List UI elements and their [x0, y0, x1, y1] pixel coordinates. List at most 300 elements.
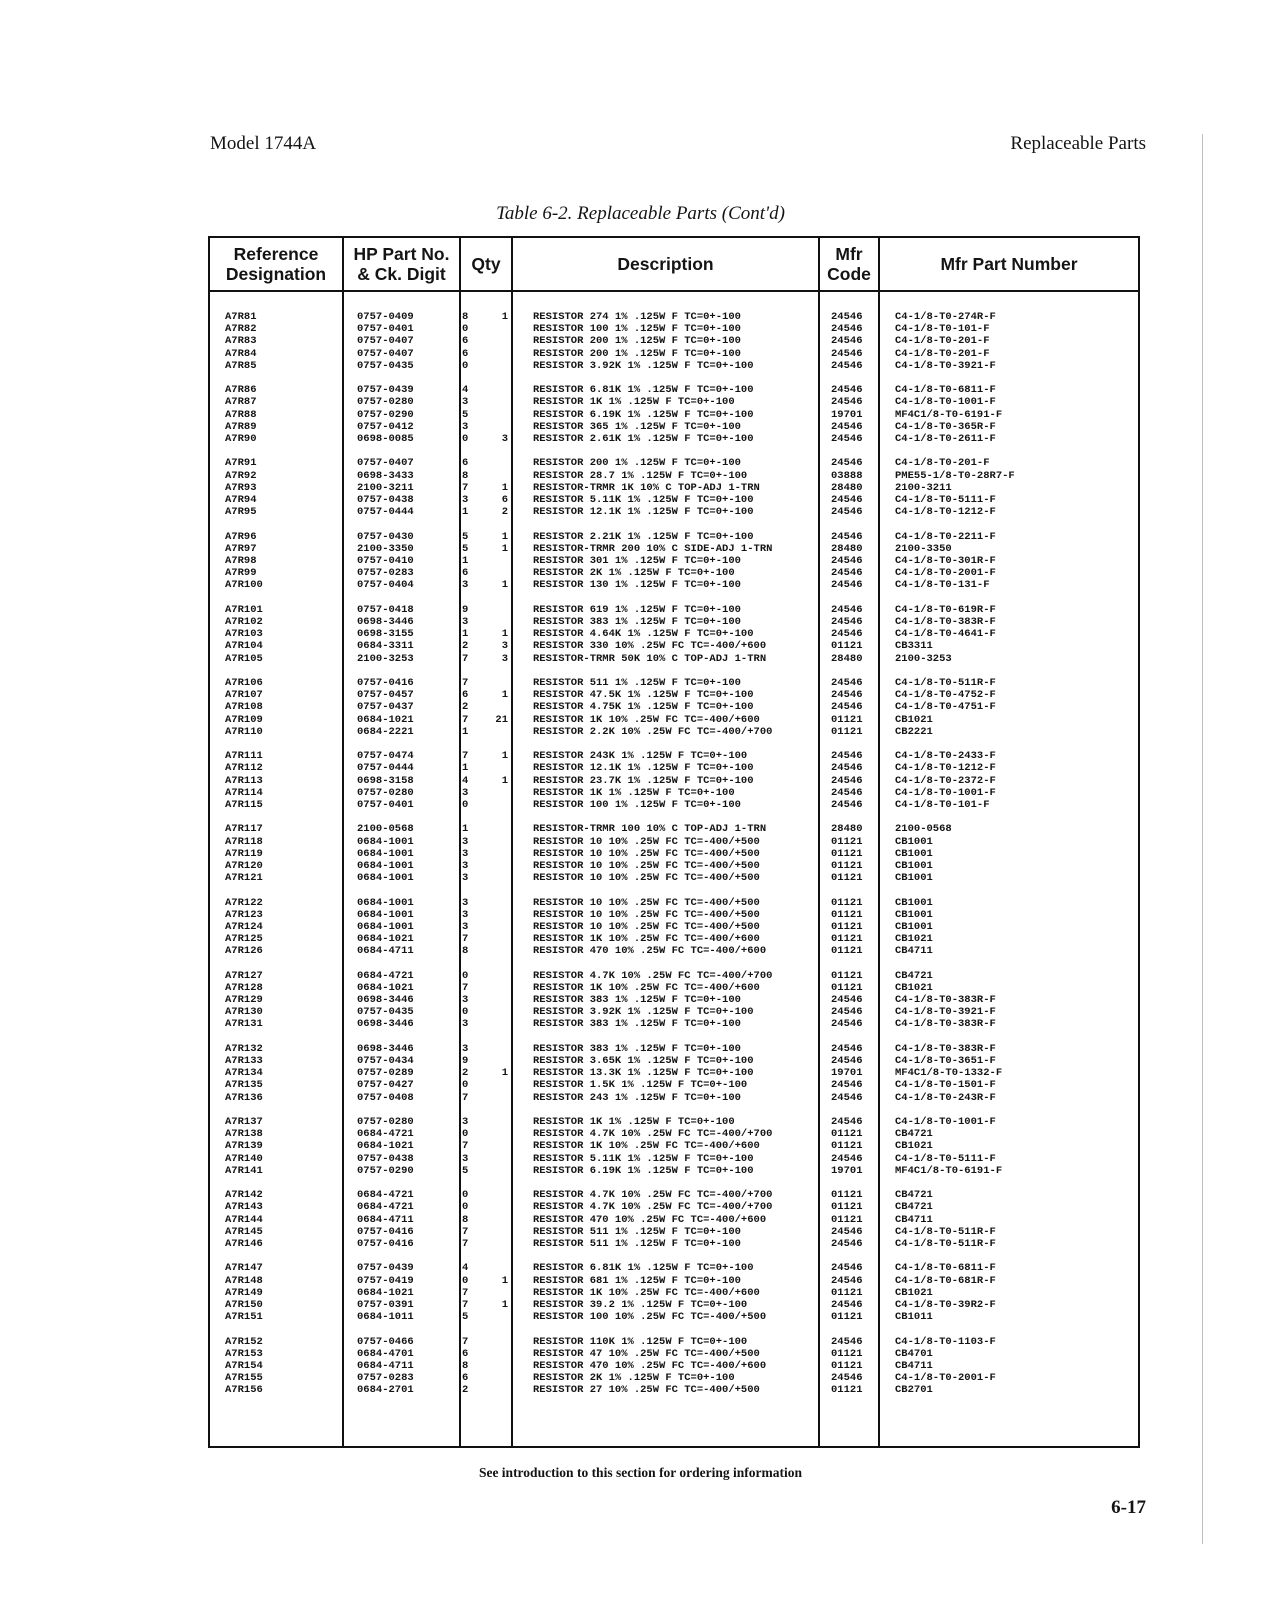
- check-digit: 3: [462, 493, 469, 506]
- table-row: [210, 897, 1138, 909]
- mfr-part-number: C4-1/8-T0-6811-F: [895, 384, 996, 397]
- check-digit: 7: [462, 933, 469, 946]
- hp-part-number: 0684-1001: [357, 872, 414, 885]
- description: RESISTOR 1.5K 1% .125W F TC=0+-100: [533, 1079, 748, 1092]
- hp-part-number: 0684-4711: [357, 1213, 414, 1226]
- mfr-code: 24546: [831, 554, 863, 567]
- description: RESISTOR 1K 10% .25W FC TC=-400/+600: [533, 981, 760, 994]
- mfr-code: 24546: [831, 1018, 863, 1031]
- table-row: [210, 994, 1138, 1006]
- mfr-code: 24546: [831, 420, 863, 433]
- check-digit: 3: [462, 396, 469, 409]
- mfr-part-number: C4-1/8-T0-383R-F: [895, 1042, 996, 1055]
- row-group: [210, 457, 1138, 530]
- description: RESISTOR 330 10% .25W FC TC=-400/+600: [533, 640, 767, 653]
- check-digit: 3: [462, 859, 469, 872]
- check-digit: 2: [462, 1384, 469, 1397]
- mfr-code: 01121: [831, 945, 863, 958]
- hp-part-number: 0684-1021: [357, 713, 414, 726]
- ref-designation: A7R105: [225, 652, 263, 665]
- ref-designation: A7R81: [225, 311, 257, 323]
- description: RESISTOR 110K 1% .125W F TC=0+-100: [533, 1335, 748, 1348]
- check-digit: 8: [462, 469, 469, 482]
- ref-designation: A7R108: [225, 701, 263, 714]
- table-row: [210, 689, 1138, 701]
- ref-designation: A7R97: [225, 542, 257, 555]
- table-row: [210, 567, 1138, 579]
- quantity: 1: [501, 628, 508, 641]
- table-row: [210, 787, 1138, 799]
- table-row: [210, 433, 1138, 445]
- hp-part-number: 0684-1001: [357, 908, 414, 921]
- ref-designation: A7R118: [225, 835, 263, 848]
- hp-part-number: 0757-0427: [357, 1079, 414, 1092]
- description: RESISTOR 12.1K 1% .125W F TC=0+-100: [533, 762, 754, 775]
- mfr-code: 01121: [831, 1347, 863, 1360]
- description: RESISTOR 4.64K 1% .125W F TC=0+-100: [533, 628, 754, 641]
- description: RESISTOR 511 1% .125W F TC=0+-100: [533, 1225, 741, 1238]
- hp-part-number: 0757-0439: [357, 1262, 414, 1275]
- description: RESISTOR 274 1% .125W F TC=0+-100: [533, 311, 741, 323]
- check-digit: 3: [462, 896, 469, 909]
- description: RESISTOR 6.19K 1% .125W F TC=0+-100: [533, 1164, 754, 1177]
- mfr-code: 01121: [831, 908, 863, 921]
- mfr-part-number: C4-1/8-T0-619R-F: [895, 603, 996, 616]
- check-digit: 3: [462, 579, 469, 592]
- description: RESISTOR 47.5K 1% .125W F TC=0+-100: [533, 689, 754, 702]
- ref-designation: A7R124: [225, 920, 263, 933]
- row-group: [210, 311, 1138, 384]
- hp-part-number: 0757-0407: [357, 457, 414, 470]
- mfr-part-number: 2100-3211: [895, 481, 952, 494]
- description: RESISTOR 470 10% .25W FC TC=-400/+600: [533, 945, 767, 958]
- mfr-part-number: CB1001: [895, 872, 933, 885]
- check-digit: 7: [462, 1335, 469, 1348]
- mfr-part-number: C4-1/8-T0-383R-F: [895, 994, 996, 1007]
- mfr-part-number: CB1011: [895, 1311, 933, 1324]
- ref-designation: A7R115: [225, 798, 263, 811]
- ref-designation: A7R88: [225, 408, 257, 421]
- check-digit: 6: [462, 457, 469, 470]
- mfr-part-number: CB4721: [895, 1189, 933, 1202]
- hp-part-number: 0757-0289: [357, 1067, 414, 1080]
- ref-designation: A7R90: [225, 432, 257, 445]
- description: RESISTOR 27 10% .25W FC TC=-400/+500: [533, 1384, 760, 1397]
- check-digit: 5: [462, 1311, 469, 1324]
- table-row: [210, 360, 1138, 372]
- page-number: 6-17: [1111, 1497, 1146, 1518]
- description: RESISTOR 383 1% .125W F TC=0+-100: [533, 994, 741, 1007]
- mfr-code: 24546: [831, 530, 863, 543]
- mfr-part-number: CB4721: [895, 1128, 933, 1141]
- hp-part-number: 0757-0283: [357, 567, 414, 580]
- table-row: [210, 775, 1138, 787]
- mfr-part-number: C4-1/8-T0-101-F: [895, 798, 990, 811]
- table-row: [210, 909, 1138, 921]
- check-digit: 0: [462, 323, 469, 336]
- table-row: [210, 701, 1138, 713]
- check-digit: 3: [462, 835, 469, 848]
- table-row: [210, 640, 1138, 652]
- section-title: Replaceable Parts: [1010, 133, 1146, 154]
- ref-designation: A7R143: [225, 1201, 263, 1214]
- mfr-code: 01121: [831, 1201, 863, 1214]
- hp-part-number: 0684-1021: [357, 981, 414, 994]
- mfr-code: 24546: [831, 506, 863, 519]
- table-row: [210, 628, 1138, 640]
- hp-part-number: 0684-4721: [357, 1128, 414, 1141]
- hp-part-number: 0757-0437: [357, 701, 414, 714]
- quantity: 1: [501, 689, 508, 702]
- table-row: [210, 1067, 1138, 1079]
- table-row: [210, 1189, 1138, 1201]
- ref-designation: A7R141: [225, 1164, 263, 1177]
- table-row: [210, 653, 1138, 665]
- mfr-part-number: CB4711: [895, 1213, 933, 1226]
- description: RESISTOR 4.75K 1% .125W F TC=0+-100: [533, 701, 754, 714]
- row-group: [210, 1043, 1138, 1116]
- ref-designation: A7R104: [225, 640, 263, 653]
- mfr-code: 24546: [831, 615, 863, 628]
- mfr-part-number: CB1021: [895, 1140, 933, 1153]
- mfr-part-number: C4-1/8-T0-101-F: [895, 323, 990, 336]
- table-row: [210, 1348, 1138, 1360]
- description: RESISTOR 5.11K 1% .125W F TC=0+-100: [533, 1152, 754, 1165]
- hp-part-number: 0684-4711: [357, 945, 414, 958]
- hp-part-number: 2100-3253: [357, 652, 414, 665]
- ref-designation: A7R117: [225, 823, 263, 836]
- description: RESISTOR 200 1% .125W F TC=0+-100: [533, 335, 741, 348]
- mfr-code: 01121: [831, 859, 863, 872]
- ref-designation: A7R92: [225, 469, 257, 482]
- quantity: 1: [501, 1274, 508, 1287]
- mfr-code: 01121: [831, 1360, 863, 1372]
- table-row: [210, 384, 1138, 396]
- table-row: [210, 409, 1138, 421]
- mfr-part-number: C4-1/8-T0-1103-F: [895, 1335, 996, 1348]
- ref-designation: A7R123: [225, 908, 263, 921]
- ref-designation: A7R144: [225, 1213, 263, 1226]
- check-digit: 6: [462, 1372, 469, 1385]
- mfr-part-number: CB1001: [895, 859, 933, 872]
- description: RESISTOR 39.2 1% .125W F TC=0+-100: [533, 1299, 748, 1311]
- ref-designation: A7R112: [225, 762, 263, 775]
- hp-part-number: 0684-1001: [357, 859, 414, 872]
- mfr-part-number: C4-1/8-T0-2001-F: [895, 1372, 996, 1385]
- ref-designation: A7R133: [225, 1055, 263, 1068]
- check-digit: 1: [462, 725, 469, 738]
- quantity: 1: [501, 542, 508, 555]
- description: RESISTOR 3.92K 1% .125W F TC=0+-100: [533, 1006, 754, 1019]
- ref-designation: A7R103: [225, 628, 263, 641]
- description: RESISTOR 10 10% .25W FC TC=-400/+500: [533, 859, 760, 872]
- model-title: Model 1744A: [210, 133, 317, 154]
- ref-designation: A7R98: [225, 554, 257, 567]
- mfr-part-number: CB2701: [895, 1384, 933, 1397]
- col-header-qty: Qty: [471, 254, 501, 274]
- hp-part-number: 0757-0283: [357, 1372, 414, 1385]
- hp-part-number: 0757-0435: [357, 359, 414, 372]
- description: RESISTOR 1K 1% .125W F TC=0+-100: [533, 1116, 735, 1129]
- check-digit: 0: [462, 1189, 469, 1202]
- table-row: [210, 1226, 1138, 1238]
- hp-part-number: 0757-0419: [357, 1274, 414, 1287]
- mfr-code: 01121: [831, 640, 863, 653]
- mfr-code: 01121: [831, 920, 863, 933]
- description: RESISTOR 100 1% .125W F TC=0+-100: [533, 798, 741, 811]
- mfr-part-number: C4-1/8-T0-201-F: [895, 347, 990, 360]
- ref-designation: A7R153: [225, 1347, 263, 1360]
- table-row: [210, 1238, 1138, 1250]
- table-row: [210, 872, 1138, 884]
- ref-designation: A7R145: [225, 1225, 263, 1238]
- mfr-code: 24546: [831, 689, 863, 702]
- hp-part-number: 0684-4721: [357, 1201, 414, 1214]
- check-digit: 7: [462, 1091, 469, 1104]
- mfr-code: 24546: [831, 1006, 863, 1019]
- quantity: 1: [501, 579, 508, 592]
- check-digit: 6: [462, 1347, 469, 1360]
- table-row: [210, 1360, 1138, 1372]
- check-digit: 2: [462, 1067, 469, 1080]
- hp-part-number: 0684-1001: [357, 835, 414, 848]
- check-digit: 6: [462, 335, 469, 348]
- mfr-code: 24546: [831, 493, 863, 506]
- mfr-code: 24546: [831, 1152, 863, 1165]
- description: RESISTOR 1K 1% .125W F TC=0+-100: [533, 396, 735, 409]
- table-row: [210, 470, 1138, 482]
- check-digit: 5: [462, 1164, 469, 1177]
- hp-part-number: 0757-0280: [357, 1116, 414, 1129]
- description: RESISTOR 3.92K 1% .125W F TC=0+-100: [533, 359, 754, 372]
- mfr-code: 24546: [831, 798, 863, 811]
- mfr-part-number: C4-1/8-T0-243R-F: [895, 1091, 996, 1104]
- table-row: [210, 335, 1138, 347]
- mfr-part-number: MF4C1/8-T0-6191-F: [895, 408, 1003, 421]
- hp-part-number: 0684-2701: [357, 1384, 414, 1397]
- check-digit: 8: [462, 1213, 469, 1226]
- table-row: [210, 531, 1138, 543]
- mfr-code: 24546: [831, 1372, 863, 1385]
- check-digit: 0: [462, 1201, 469, 1214]
- mfr-part-number: CB1001: [895, 896, 933, 909]
- quantity: 1: [501, 530, 508, 543]
- mfr-part-number: CB2221: [895, 725, 933, 738]
- parts-rows: [210, 311, 1138, 1409]
- check-digit: 3: [462, 420, 469, 433]
- mfr-part-number: C4-1/8-T0-511R-F: [895, 1225, 996, 1238]
- ref-designation: A7R82: [225, 323, 257, 336]
- description: RESISTOR 6.19K 1% .125W F TC=0+-100: [533, 408, 754, 421]
- mfr-code: 24546: [831, 311, 863, 323]
- ref-designation: A7R132: [225, 1042, 263, 1055]
- row-group: [210, 531, 1138, 604]
- hp-part-number: 0698-3433: [357, 469, 414, 482]
- mfr-code: 24546: [831, 347, 863, 360]
- description: RESISTOR 2K 1% .125W F TC=0+-100: [533, 567, 735, 580]
- hp-part-number: 0684-1001: [357, 896, 414, 909]
- check-digit: 3: [462, 920, 469, 933]
- description: RESISTOR 200 1% .125W F TC=0+-100: [533, 457, 741, 470]
- mfr-code: 01121: [831, 1311, 863, 1324]
- check-digit: 0: [462, 1079, 469, 1092]
- ref-designation: A7R126: [225, 945, 263, 958]
- mfr-code: 24546: [831, 432, 863, 445]
- hp-part-number: 0757-0290: [357, 408, 414, 421]
- hp-part-number: 0757-0438: [357, 493, 414, 506]
- ref-designation: A7R154: [225, 1360, 263, 1372]
- description: RESISTOR 1K 10% .25W FC TC=-400/+600: [533, 933, 760, 946]
- hp-part-number: 2100-3211: [357, 481, 414, 494]
- hp-part-number: 0757-0401: [357, 798, 414, 811]
- description: RESISTOR 2K 1% .125W F TC=0+-100: [533, 1372, 735, 1385]
- ref-designation: A7R111: [225, 750, 263, 763]
- check-digit: 9: [462, 603, 469, 616]
- table-row: [210, 1055, 1138, 1067]
- mfr-code: 01121: [831, 835, 863, 848]
- ref-designation: A7R101: [225, 603, 263, 616]
- ref-designation: A7R85: [225, 359, 257, 372]
- table-row: [210, 1116, 1138, 1128]
- mfr-part-number: C4-1/8-T0-383R-F: [895, 615, 996, 628]
- check-digit: 6: [462, 347, 469, 360]
- check-digit: 4: [462, 384, 469, 397]
- description: RESISTOR 4.7K 10% .25W FC TC=-400/+700: [533, 1189, 773, 1202]
- mfr-code: 24546: [831, 603, 863, 616]
- hp-part-number: 0757-0416: [357, 1225, 414, 1238]
- mfr-code: 24546: [831, 1079, 863, 1092]
- hp-part-number: 0684-1021: [357, 933, 414, 946]
- ref-designation: A7R114: [225, 786, 263, 799]
- table-row: [210, 482, 1138, 494]
- col-header-hp-part: HP Part No. & Ck. Digit: [353, 244, 450, 284]
- mfr-code: 24546: [831, 676, 863, 689]
- hp-part-number: 0684-4711: [357, 1360, 414, 1372]
- table-row: [210, 555, 1138, 567]
- quantity: 6: [501, 493, 508, 506]
- header-rule: [210, 290, 1138, 292]
- col-header-description: Description: [617, 254, 714, 274]
- ref-designation: A7R109: [225, 713, 263, 726]
- hp-part-number: 0757-0434: [357, 1055, 414, 1068]
- table-row: [210, 1372, 1138, 1384]
- table-row: [210, 494, 1138, 506]
- description: RESISTOR 2.21K 1% .125W F TC=0+-100: [533, 530, 754, 543]
- mfr-part-number: C4-1/8-T0-2372-F: [895, 774, 996, 787]
- check-digit: 7: [462, 676, 469, 689]
- mfr-part-number: CB1001: [895, 847, 933, 860]
- mfr-code: 24546: [831, 579, 863, 592]
- mfr-part-number: C4-1/8-T0-6811-F: [895, 1262, 996, 1275]
- check-digit: 8: [462, 945, 469, 958]
- check-digit: 7: [462, 750, 469, 763]
- check-digit: 0: [462, 798, 469, 811]
- table-row: [210, 604, 1138, 616]
- ref-designation: A7R106: [225, 676, 263, 689]
- ref-designation: A7R94: [225, 493, 257, 506]
- mfr-code: 24546: [831, 1116, 863, 1129]
- hp-part-number: 0757-0435: [357, 1006, 414, 1019]
- check-digit: 8: [462, 311, 469, 323]
- check-digit: 7: [462, 1238, 469, 1250]
- mfr-part-number: C4-1/8-T0-301R-F: [895, 554, 996, 567]
- check-digit: 7: [462, 981, 469, 994]
- mfr-code: 24546: [831, 786, 863, 799]
- table-row: [210, 1128, 1138, 1140]
- description: RESISTOR 301 1% .125W F TC=0+-100: [533, 554, 741, 567]
- mfr-code: 24546: [831, 335, 863, 348]
- check-digit: 0: [462, 1274, 469, 1287]
- description: RESISTOR 383 1% .125W F TC=0+-100: [533, 1018, 741, 1031]
- table-row: [210, 1092, 1138, 1104]
- mfr-part-number: C4-1/8-T0-383R-F: [895, 1018, 996, 1031]
- ref-designation: A7R137: [225, 1116, 263, 1129]
- quantity: 1: [501, 774, 508, 787]
- mfr-code: 24546: [831, 774, 863, 787]
- quantity: 21: [495, 713, 508, 726]
- mfr-part-number: C4-1/8-T0-511R-F: [895, 1238, 996, 1250]
- table-row: [210, 1079, 1138, 1091]
- mfr-code: 01121: [831, 1286, 863, 1299]
- mfr-part-number: C4-1/8-T0-1212-F: [895, 762, 996, 775]
- mfr-part-number: C4-1/8-T0-1212-F: [895, 506, 996, 519]
- description: RESISTOR 4.7K 10% .25W FC TC=-400/+700: [533, 1128, 773, 1141]
- description: RESISTOR 3.65K 1% .125W F TC=0+-100: [533, 1055, 754, 1068]
- mfr-part-number: 2100-3350: [895, 542, 952, 555]
- mfr-part-number: CB1021: [895, 713, 933, 726]
- hp-part-number: 0684-4701: [357, 1347, 414, 1360]
- ref-designation: A7R135: [225, 1079, 263, 1092]
- description: RESISTOR 13.3K 1% .125W F TC=0+-100: [533, 1067, 754, 1080]
- mfr-part-number: CB1021: [895, 981, 933, 994]
- mfr-part-number: C4-1/8-T0-3921-F: [895, 359, 996, 372]
- check-digit: 5: [462, 542, 469, 555]
- mfr-part-number: C4-1/8-T0-3921-F: [895, 1006, 996, 1019]
- table-row: [210, 933, 1138, 945]
- check-digit: 5: [462, 530, 469, 543]
- mfr-code: 01121: [831, 896, 863, 909]
- mfr-part-number: C4-1/8-T0-201-F: [895, 335, 990, 348]
- description: RESISTOR 4.7K 10% .25W FC TC=-400/+700: [533, 969, 773, 982]
- table-row: [210, 836, 1138, 848]
- mfr-code: 28480: [831, 481, 863, 494]
- description: RESISTOR 511 1% .125W F TC=0+-100: [533, 676, 741, 689]
- mfr-code: 24546: [831, 1091, 863, 1104]
- quantity: 1: [501, 311, 508, 323]
- description: RESISTOR 100 10% .25W FC TC=-400/+500: [533, 1311, 767, 1324]
- table-row: [210, 762, 1138, 774]
- mfr-part-number: C4-1/8-T0-5111-F: [895, 1152, 996, 1165]
- description: RESISTOR 10 10% .25W FC TC=-400/+500: [533, 920, 760, 933]
- hp-part-number: 0698-0085: [357, 432, 414, 445]
- ref-designation: A7R149: [225, 1286, 263, 1299]
- mfr-code: 24546: [831, 1042, 863, 1055]
- check-digit: 7: [462, 1286, 469, 1299]
- check-digit: 3: [462, 994, 469, 1007]
- check-digit: 1: [462, 762, 469, 775]
- mfr-code: 24546: [831, 1262, 863, 1275]
- col-header-mfr-part-number: Mfr Part Number: [940, 254, 1078, 274]
- mfr-part-number: CB1021: [895, 933, 933, 946]
- description: RESISTOR 6.81K 1% .125W F TC=0+-100: [533, 384, 754, 397]
- mfr-code: 01121: [831, 713, 863, 726]
- row-group: [210, 1189, 1138, 1262]
- description: RESISTOR 10 10% .25W FC TC=-400/+500: [533, 908, 760, 921]
- check-digit: 1: [462, 506, 469, 519]
- hp-part-number: 0684-1001: [357, 920, 414, 933]
- mfr-code: 01121: [831, 725, 863, 738]
- mfr-part-number: C4-1/8-T0-4641-F: [895, 628, 996, 641]
